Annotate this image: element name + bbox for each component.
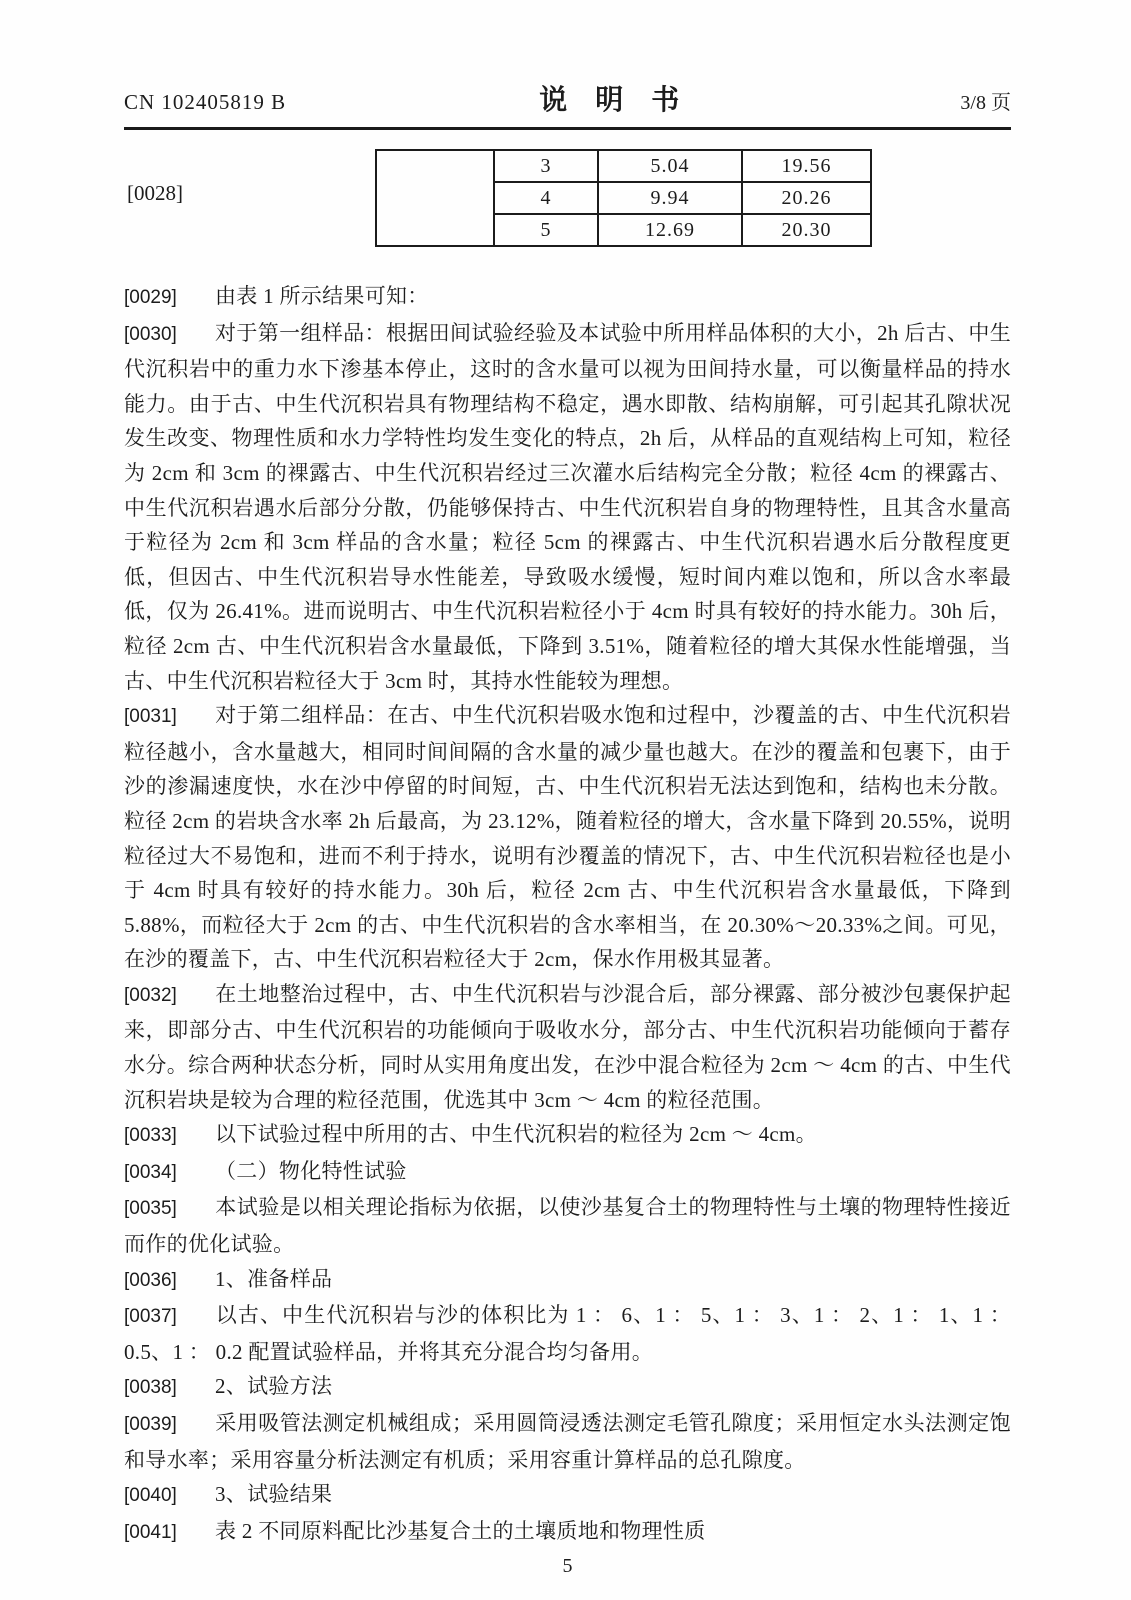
para-label: [0039] [124, 1414, 177, 1435]
document-title: 说 明 书 [539, 85, 680, 116]
para-text: 对于第一组样品：根据田间试验经验及本试验中所用样品体积的大小，2h 后古、中生代沉积岩中的重力水下渗基本停止，这时的含水量可以视为田间持水量，可以衡量样品的持水能力。由于古、中生代沉积岩具有物理结构不稳定，遇水即散、结构崩解，可引起其孔隙状况发生改变、物理性质和水力学特性均发生变化的特点，2h 后，从样品的直观结构上可知，粒径为 2cm 和 3cm 的裸露古、中生代沉积岩经过三次灌水后结构完全分散；粒径 4cm 的裸露古、中生代沉积岩遇水后部分分散，仍能够保持古、中生代沉积岩自身的物理特性，且其含水量高于粒径为 2cm 和 3cm 样品的含水量；粒径 5cm 的裸露古、中生代沉积岩遇水后分散程度更低，但因古、中生代沉积岩导水性能差，导致吸水缓慢，短时间内难以饱和，所以含水率最低，仅为 26.41%。进而说明古、中生代沉积岩粒径小于 4cm 时具有较好的持水能力。30h 后，粒径 2cm 古、中生代沉积岩含水量最低，下降到 3.51%，随着粒径的增大其保水性能增强，当古、中生代沉积岩粒径大于 3cm 时，其持水性能较为理想。 [124, 320, 1011, 693]
table-cell: 5.04 [598, 150, 742, 182]
table-cell: 19.56 [742, 150, 871, 182]
paragraph-0033 [124, 1117, 1011, 1154]
para-text: 3、试验结果 [215, 1482, 333, 1507]
page-content [124, 0, 1011, 1578]
para-label: [0030] [124, 323, 177, 345]
paragraph-0036 [124, 1262, 1011, 1299]
para-text: 采用吸管法测定机械组成；采用圆筒浸透法测定毛管孔隙度；采用恒定水头法测定饱和导水率；采用容量分析法测定有机质；采用容重计算样品的总孔隙度。 [124, 1411, 1011, 1472]
page-indicator: 3/8 页 [960, 92, 1011, 114]
paragraph-0041 [124, 1514, 1011, 1551]
paragraph-0038 [124, 1369, 1011, 1406]
para-text: （二）物化特性试验 [215, 1158, 407, 1183]
table-section [124, 149, 1011, 269]
para-label: [0040] [124, 1485, 177, 1507]
para-label: [0035] [124, 1198, 177, 1220]
paragraph-0040 [124, 1477, 1011, 1514]
page-header [124, 0, 1011, 130]
para-label: [0031] [124, 706, 177, 728]
page-number: 5 [562, 1555, 573, 1578]
para-label: [0036] [124, 1269, 177, 1291]
paragraph-0032 [124, 977, 1011, 1117]
paragraph-0031 [124, 698, 1011, 977]
para-text: 在土地整治过程中，古、中生代沉积岩与沙混合后，部分裸露、部分被沙包裹保护起来，即部分古、中生代沉积岩的功能倾向于吸收水分，部分古、中生代沉积岩功能倾向于蓄存水分。综合两种状态分析，同时从实用角度出发，在沙中混合粒径为 2cm ～ 4cm 的古、中生代沉积岩块是较为合理的粒径范围，优选其中 3cm ～ 4cm 的粒径范围。 [124, 981, 1011, 1112]
page-footer [124, 1555, 1011, 1578]
data-table [375, 149, 872, 247]
table-cell: 20.26 [742, 182, 871, 214]
paragraph-label-0028: [0028] [127, 181, 183, 205]
table-cell: 4 [494, 182, 598, 214]
paragraph-0029 [124, 279, 1011, 316]
para-label: [0038] [124, 1377, 177, 1399]
table-cell: 3 [494, 150, 598, 182]
paragraph-0037 [124, 1298, 1011, 1369]
para-text: 1、准备样品 [215, 1266, 333, 1291]
para-text: 由表 1 所示结果可知： [215, 284, 429, 308]
para-text: 表 2 不同原料配比沙基复合土的土壤质地和物理性质 [215, 1518, 706, 1543]
para-label: [0032] [124, 984, 177, 1006]
table-cell: 5 [494, 214, 598, 246]
patent-number: CN 102405819 B [124, 90, 287, 114]
paragraphs [124, 279, 1011, 1550]
table-empty-cell [376, 150, 494, 246]
para-label: [0029] [124, 287, 177, 308]
para-label: [0034] [124, 1161, 177, 1183]
para-label: [0037] [124, 1306, 177, 1328]
para-text: 对于第二组样品：在古、中生代沉积岩吸水饱和过程中，沙覆盖的古、中生代沉积岩粒径越小，含水量越大，相同时间间隔的含水量的减少量也越大。在沙的覆盖和包裹下，由于沙的渗漏速度快，水在沙中停留的时间短，古、中生代沉积岩无法达到饱和，结构也未分散。粒径 2cm 的岩块含水率 2h 后最高，为 23.12%，随着粒径的增大，含水量下降到 20.55%，说明粒径过大不易饱和，进而不利于持水，说明有沙覆盖的情况下，古、中生代沉积岩粒径也是小于 4cm 时具有较好的持水能力。30h 后，粒径 2cm 古、中生代沉积岩含水量最低，下降到 5.88%，而粒径大于 2cm 的古、中生代沉积岩的含水率相当，在 20.30%～20.33%之间。可见，在沙的覆盖下，古、中生代沉积岩粒径大于 2cm，保水作用极其显著。 [124, 703, 1011, 972]
table-cell: 9.94 [598, 182, 742, 214]
para-text: 以古、中生代沉积岩与沙的体积比为 1 ： 6、1 ： 5、1 ： 3、1 ： 2、1 ： 1、1 ： 0.5、1 ： 0.2 配置试验样品，并将其充分混合均匀备用。 [124, 1303, 1011, 1364]
table-cell: 12.69 [598, 214, 742, 246]
paragraph-0039 [124, 1406, 1011, 1477]
para-text: 以下试验过程中所用的古、中生代沉积岩的粒径为 2cm ～ 4cm。 [215, 1122, 817, 1147]
para-text: 2、试验方法 [215, 1374, 333, 1399]
para-label: [0033] [124, 1125, 177, 1147]
para-text: 本试验是以相关理论指标为依据，以使沙基复合土的物理特性与土壤的物理特性接近而作的优化试验。 [124, 1195, 1011, 1257]
paragraph-0030 [124, 316, 1011, 699]
para-label: [0041] [124, 1521, 177, 1543]
paragraph-0034 [124, 1154, 1011, 1191]
paragraph-0035 [124, 1190, 1011, 1261]
table-row [376, 150, 871, 182]
table-cell: 20.30 [742, 214, 871, 246]
